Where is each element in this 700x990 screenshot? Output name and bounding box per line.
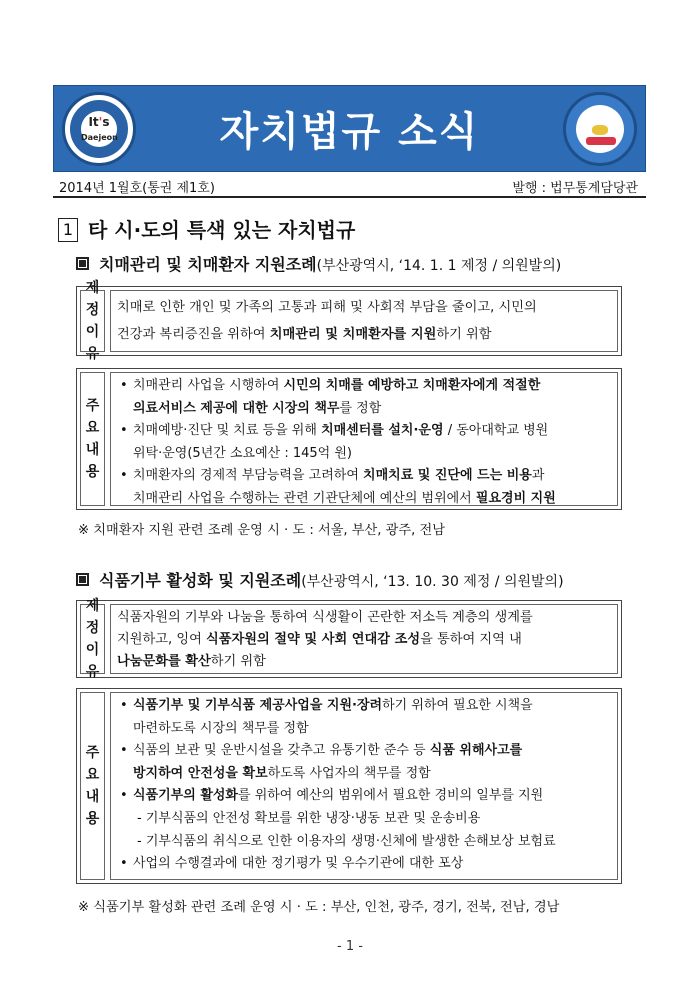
bullet-text: 위탁·운영(5년간 소요예산 : 145억 원) [133, 445, 352, 461]
section-number: 1 [58, 218, 78, 242]
content-bullet [117, 740, 611, 785]
bullet-text: 하기 위하여 필요한 시책을 [382, 698, 533, 713]
label-char: 정 [85, 302, 100, 318]
bullet-text: 사업의 수행결과에 대한 정기평가 및 우수기관에 대한 포상 [133, 856, 464, 872]
section-heading [58, 214, 355, 243]
bullet-highlight: 의료서비스 제공에 대한 시장의 책무 [133, 400, 340, 416]
bullet-highlight: 치매치료 및 진단에 드는 비용 [363, 468, 532, 483]
purpose-box-dementia [76, 280, 622, 362]
bullet-highlight: 시민의 치매를 예방하고 치매환자에게 적절한 [283, 378, 541, 393]
purpose-line: 식품자원의 기부와 나눔을 통하여 식생활이 곤란한 저소득 계층의 생계를 [117, 610, 533, 625]
sub-item: - 기부식품의 안전성 확보를 위한 냉장·냉동 보관 및 운송비용 [137, 810, 481, 826]
purpose-text [110, 604, 618, 674]
label-char: 용 [85, 811, 100, 827]
section-title: 타 시·도의 특색 있는 자치법규 [88, 218, 356, 242]
bullet-icon: • [120, 423, 128, 438]
bullet-text: 치매관리 사업을 수행하는 관련 기관단체에 예산의 범위에서 [133, 490, 476, 506]
bullet-text: 치매예방·진단 및 치료 등을 위해 [133, 423, 322, 438]
content-box-food-donation [76, 688, 622, 884]
label-char: 내 [85, 442, 100, 458]
label-char: 이 [85, 642, 100, 658]
publisher: 발행 : 법무통계담당관 [512, 181, 638, 196]
content-box-dementia [76, 368, 622, 510]
purpose-label [80, 598, 105, 680]
bullet-icon: • [120, 788, 128, 804]
purpose-line [117, 629, 611, 651]
purpose-text-part: 을 통하여 지역 내 [420, 632, 522, 647]
page-number: - 1 - [337, 939, 363, 954]
content-bullet [117, 695, 611, 740]
label-char: 요 [85, 767, 100, 783]
campaign-emblem [576, 105, 624, 153]
bullet-text: 치매환자의 경제적 부담능력을 고려하여 [133, 468, 364, 483]
label-char: 용 [85, 464, 100, 480]
purpose-text-part: 건강과 복리증진을 위하여 [117, 327, 270, 342]
issue-number: 2014년 1월호(통권 제1호) [59, 181, 215, 196]
content-label [80, 692, 105, 880]
bullet-text: 과 [531, 468, 545, 483]
purpose-line [117, 651, 611, 673]
its-daejeon-emblem: It's Daejeon [81, 111, 117, 147]
ordinance-heading-dementia [76, 252, 561, 275]
label-char: 주 [85, 745, 100, 761]
content-bullet [117, 785, 611, 808]
content-bullet [117, 853, 611, 876]
content-bullet [117, 465, 611, 510]
bullet-icon: • [120, 743, 128, 759]
bullet-highlight: 치매센터를 설치·운영 [321, 423, 444, 438]
label-char: 내 [85, 789, 100, 805]
bullet-text: 마련하도록 시장의 책무를 정함 [133, 720, 309, 736]
newsletter-title: 자치법규 소식 [219, 109, 480, 155]
bullet-text: 치매관리 사업을 시행하여 [133, 378, 284, 393]
label-char: 정 [85, 620, 100, 636]
content-label [80, 372, 105, 506]
purpose-box-food-donation [76, 600, 622, 678]
label-char: 유 [85, 346, 100, 362]
label-char: 주 [85, 398, 100, 414]
square-bullet-icon [76, 573, 89, 586]
bullet-text: / 동아대학교 병원 [443, 423, 549, 438]
note-food-donation: ※ 식품기부 활성화 관련 조례 운영 시 · 도 : 부산, 인천, 광주, 경기, 전북, 전남, 경남 [78, 900, 560, 915]
purpose-text [110, 290, 618, 352]
ordinance-meta: (부산광역시, ‘13. 10. 30 제정 / 의원발의) [301, 574, 564, 590]
bullet-text: 를 위하여 예산의 범위에서 필요한 경비의 일부를 지원 [238, 788, 544, 804]
bullet-highlight: 식품기부의 활성화 [133, 788, 238, 804]
purpose-text-part: 하기 위함 [436, 327, 492, 342]
label-char: 제 [85, 598, 100, 614]
bullet-icon: • [120, 378, 128, 393]
label-char: 요 [85, 420, 100, 436]
emblem-text-mark [586, 137, 616, 145]
sub-item: - 기부식품의 취식으로 인한 이용자의 생명·신체에 발생한 손해보상 보험료 [137, 833, 556, 849]
ordinance-title: 식품기부 활성화 및 지원조례 [99, 571, 302, 590]
square-bullet-icon [76, 257, 89, 270]
bullet-highlight: 식품기부 및 기부식품 제공사업을 지원·장려 [133, 698, 383, 713]
purpose-highlight: 나눔문화를 확산 [117, 654, 211, 669]
note-dementia: ※ 치매환자 지원 관련 조례 운영 시 · 도 : 서울, 부산, 광주, 전남 [78, 523, 446, 538]
bullet-highlight: 식품 위해사고를 [429, 743, 523, 759]
content-text [110, 372, 618, 506]
label-char: 제 [85, 280, 100, 296]
bullet-icon: • [120, 856, 128, 872]
bullet-highlight: 방지하여 안전성을 확보 [133, 765, 268, 781]
label-char: 이 [85, 324, 100, 340]
ordinance-meta: (부산광역시, ‘14. 1. 1 제정 / 의원발의) [316, 258, 562, 274]
label-char: 유 [85, 664, 100, 680]
ordinance-title: 치매관리 및 치매환자 지원조례 [99, 255, 317, 274]
purpose-line [117, 321, 611, 348]
issue-info-bar [53, 172, 646, 198]
ordinance-heading-food-donation [76, 568, 564, 591]
bullet-icon: • [120, 698, 128, 713]
daejeon-campaign-logo [563, 92, 637, 166]
content-text [110, 692, 618, 880]
bullet-icon: • [120, 468, 128, 483]
purpose-highlight: 치매관리 및 치매환자를 지원 [269, 327, 437, 342]
bullet-text: 를 정함 [339, 400, 382, 416]
purpose-label [80, 280, 105, 362]
bullet-highlight: 필요경비 지원 [475, 490, 556, 506]
purpose-line: 치매로 인한 개인 및 가족의 고통과 피해 및 사회적 부담을 줄이고, 시민의 [117, 300, 537, 315]
bullet-text: 식품의 보관 및 운반시설을 갖추고 유통기한 준수 등 [133, 743, 430, 759]
purpose-highlight: 식품자원의 절약 및 사회 연대감 조성 [206, 632, 421, 647]
purpose-text-part: 하기 위함 [210, 654, 266, 669]
purpose-text-part: 지원하고, 잉여 [117, 632, 207, 647]
content-bullet [117, 420, 611, 465]
emblem-mark [592, 125, 608, 135]
header-banner [53, 85, 646, 172]
content-bullet [117, 375, 611, 420]
bullet-text: 하도록 사업자의 책무를 정함 [267, 765, 431, 781]
